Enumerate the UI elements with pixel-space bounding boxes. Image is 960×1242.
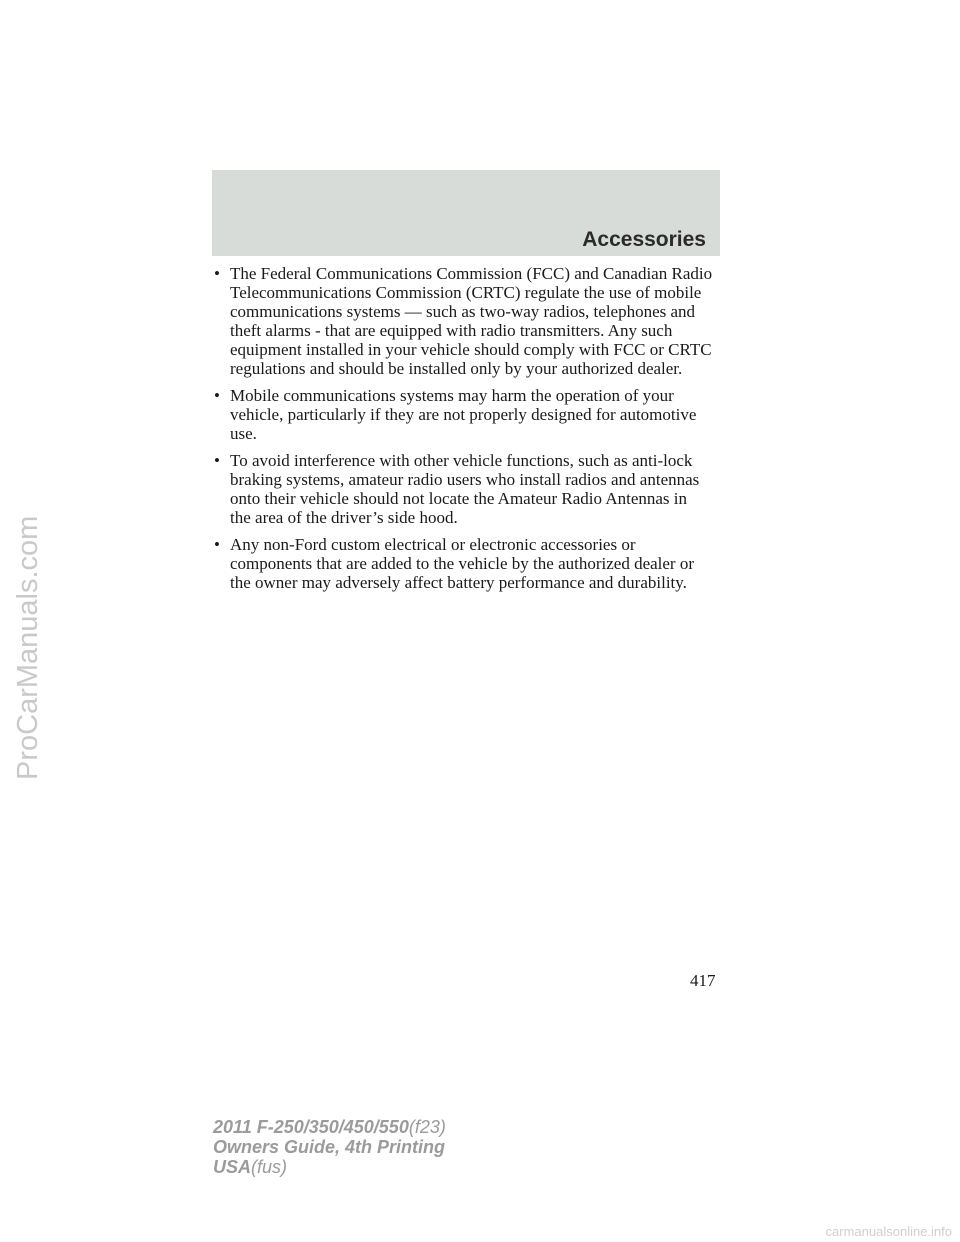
section-header-band (212, 170, 720, 256)
page-number: 417 (690, 971, 716, 990)
watermark-text: ProCarManuals.com (12, 515, 44, 780)
section-title: Accessories (582, 228, 706, 251)
bullet-text (230, 451, 724, 527)
text-line: communications systems — such as two-way radios, telephones and (230, 302, 696, 321)
document-footer (213, 1117, 446, 1177)
bullet-text (230, 264, 724, 378)
list-item (214, 386, 724, 443)
footer-model-code: (f23) (408, 1117, 446, 1137)
bullet-list (214, 264, 724, 600)
bullet-icon: • (214, 535, 220, 554)
footer-line-market (213, 1157, 446, 1177)
bullet-icon: • (214, 451, 220, 470)
footer-market-code: (fus) (251, 1157, 288, 1177)
text-line: use. (230, 424, 257, 443)
footer-guide: Owners Guide, 4th Printing (213, 1137, 446, 1157)
bullet-text (230, 535, 724, 592)
text-line: the owner may adversely affect battery performance and durability. (230, 573, 687, 592)
text-line: braking systems, amateur radio users who install radios and antennas (230, 470, 700, 489)
text-line: theft alarms - that are equipped with radio transmitters. Any such (230, 321, 673, 340)
bullet-icon: • (214, 386, 220, 405)
text-line: Any non-Ford custom electrical or electronic accessories or (230, 535, 636, 554)
bullet-icon: • (214, 264, 220, 283)
text-line: Mobile communications systems may harm the operation of your (230, 386, 674, 405)
text-line: regulations and should be installed only by your authorized dealer. (230, 359, 683, 378)
footer-line-model (213, 1117, 446, 1137)
footer-market: USA (213, 1157, 252, 1177)
text-line: The Federal Communications Commission (FCC) and Canadian Radio (230, 264, 713, 283)
text-line: equipment installed in your vehicle should comply with FCC or CRTC (230, 340, 712, 359)
list-item (214, 535, 724, 592)
text-line: the area of the driver’s side hood. (230, 508, 458, 527)
text-line: components that are added to the vehicle by the authorized dealer or (230, 554, 695, 573)
text-line: Telecommunications Commission (CRTC) regulate the use of mobile (230, 283, 702, 302)
text-line: vehicle, particularly if they are not properly designed for automotive (230, 405, 697, 424)
bullet-text (230, 386, 724, 443)
text-line: To avoid interference with other vehicle functions, such as anti-lock (230, 451, 693, 470)
list-item (214, 264, 724, 378)
text-line: onto their vehicle should not locate the Amateur Radio Antennas in (230, 489, 688, 508)
footer-model: 2011 F-250/350/450/550 (213, 1117, 409, 1137)
site-watermark: carmanualsonline.info (825, 1224, 952, 1239)
list-item (214, 451, 724, 527)
